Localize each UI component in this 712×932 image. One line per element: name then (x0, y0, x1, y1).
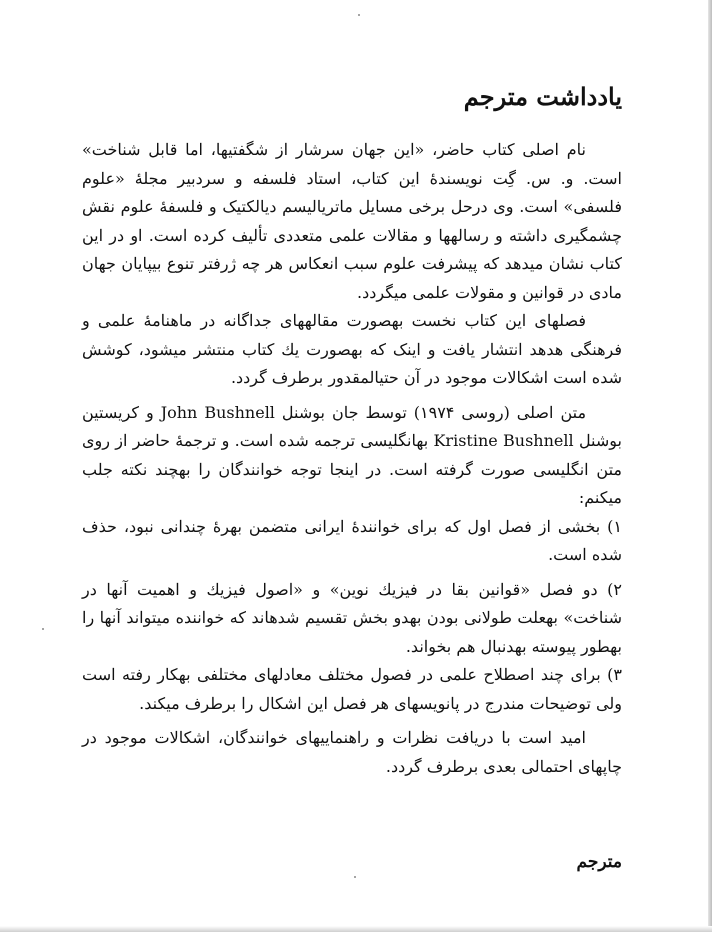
paragraph-closing: امید است با دریافت نظرات و راهنماییهای خوانندگان، اشکالات موجود در چاپهای احتمالی بعدی برطرف گردد. (82, 728, 622, 776)
body-text (82, 136, 622, 781)
paragraph-intro: نام اصلی کتاب حاضر، «این جهان سرشار از شگفتیها، اما قابل شناخت» است. و. س. گِت نویسندهٔ این کتاب، استاد فلسفه و سردبیر مجلهٔ «علوم فلسفی» است. وی درحل برخی مسایل ماتریالیسم دیالکتیک و فلسفهٔ علوم نقش چشمگیری داشته و رسالهها و مقالات علمی متعددی تألیف کرده است. او در این کتاب نشان میدهد که پیشرفت علوم سبب انعکاس هر چه ژرفتر تنوع بیپایان جهان مادی در قوانین و مقولات علمی میگردد. (82, 140, 622, 302)
paragraph-publication: فصلهای این کتاب نخست بهصورت مقالههای جداگانه در ماهنامهٔ علمی و فرهنگی هدهد انتشار یافت و اینک که بهصورت یك کتاب منتشر میشود، کوشش شده است اشکالات موجود در آن حتیالمقدور برطرف گردد. (82, 311, 622, 387)
note-item-1: ۱) بخشی از فصل اول که برای خوانندهٔ ایرانی متضمن بهرهٔ چندانی نبود، حذف شده است. (82, 516, 622, 564)
page-edge-right (708, 0, 712, 932)
page-title: یادداشت مترجم (463, 82, 622, 111)
translator-signature: مترجم (576, 852, 622, 872)
scan-speck (358, 14, 360, 16)
scan-speck (42, 628, 44, 630)
paragraph-original-text: متن اصلی (روسی ۱۹۷۴) توسط جان بوشنل John Bushnell و کریستین بوشنل Kristine Bushnell بهانگلیسی ترجمه شده است. و ترجمهٔ حاضر از روی متن انگلیسی صورت گرفته است. در اینجا توجه خوانندگان را بهچند نکته جلب میکنم: (82, 402, 623, 507)
note-item-3: ۳) برای چند اصطلاح علمی در فصول مختلف معادلهای مختلفی بهکار رفته است ولی توضیحات مندرج در پانویسهای هر فصل این اشکال را برطرف میکند. (82, 665, 622, 713)
page-edge-bottom (0, 926, 712, 932)
scan-speck (354, 876, 356, 878)
note-item-2: ۲) دو فصل «قوانین بقا در فیزیك نوین» و «اصول فیزیك و اهمیت آنها در شناخت» بهعلت طولانی بودن بهدو بخش تقسیم شدهاند که خواننده میتواند آنها را بهطور پیوسته بهدنبال هم بخواند. (82, 579, 622, 656)
